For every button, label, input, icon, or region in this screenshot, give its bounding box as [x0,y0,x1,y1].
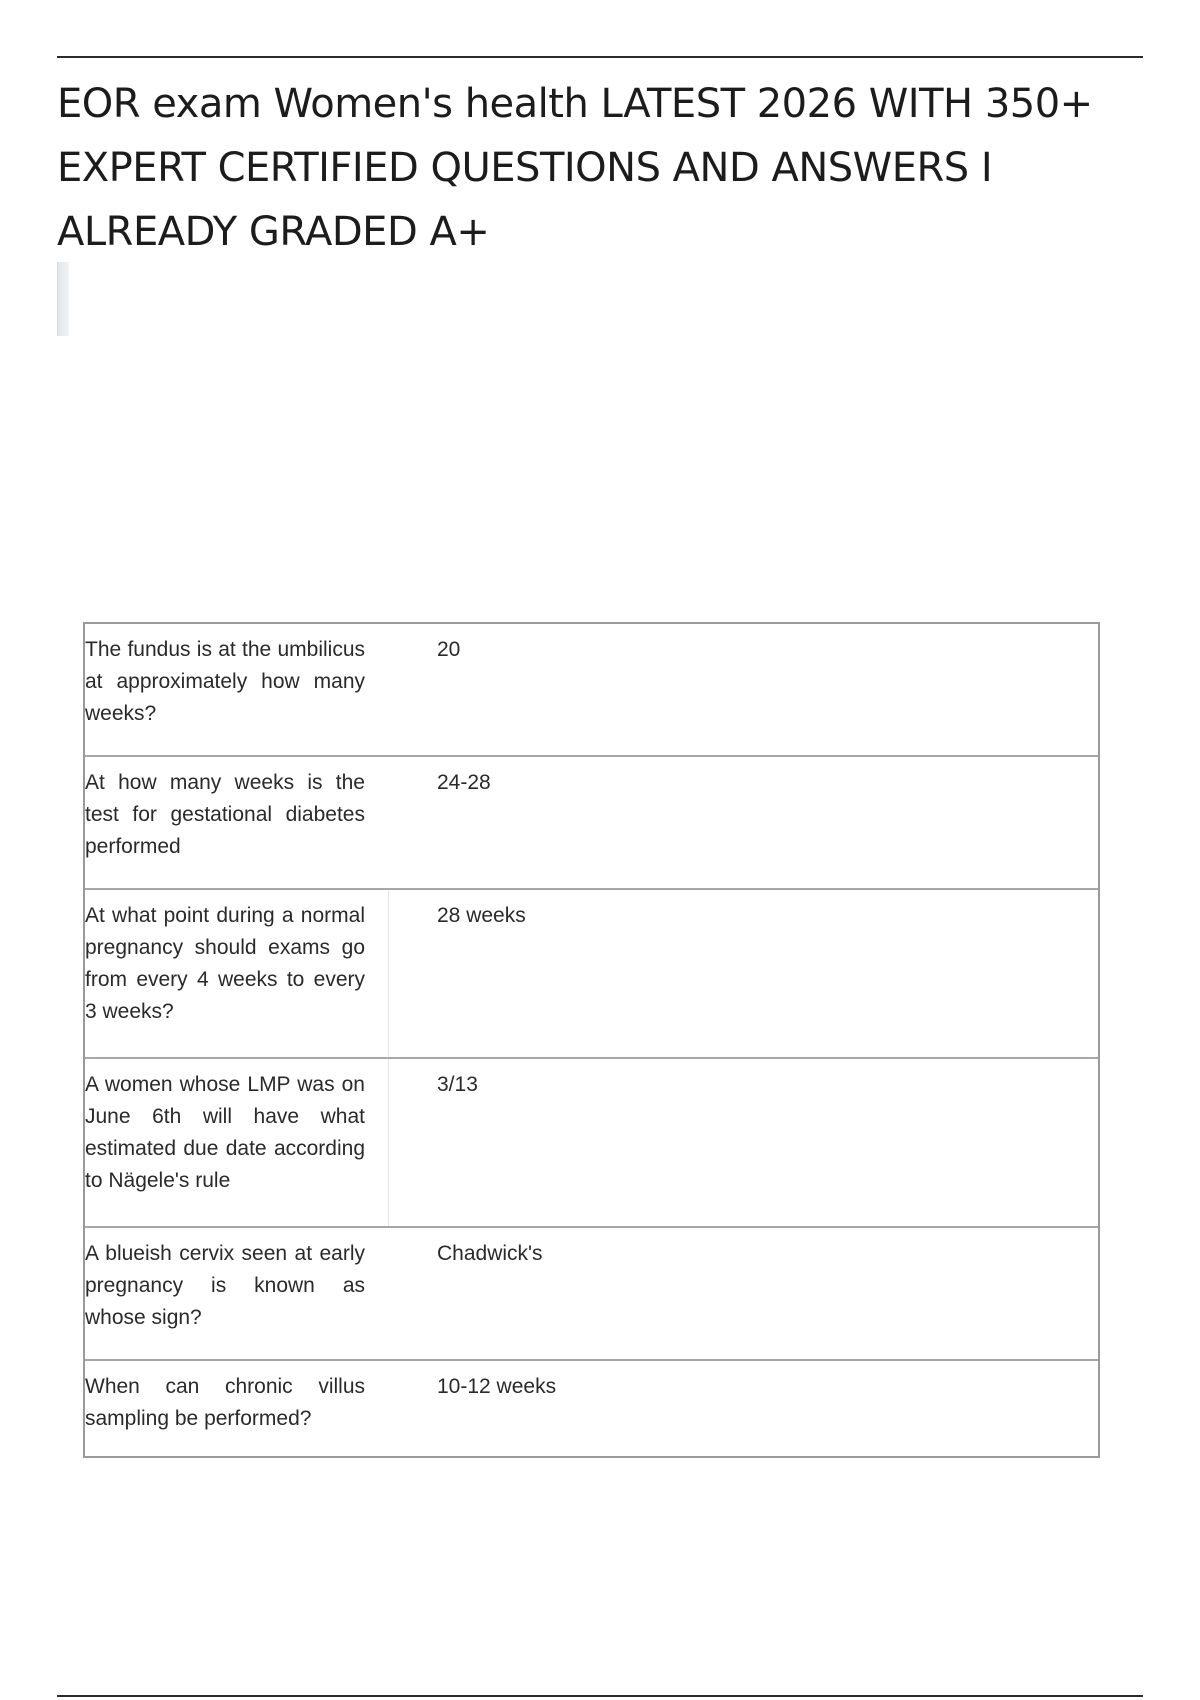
answer-cell: 10-12 weeks [437,1375,557,1398]
answer-cell: 20 [437,638,461,661]
column-divider [388,1059,389,1226]
answer-cell: 28 weeks [437,904,526,927]
document-title: EOR exam Women's health LATEST 2026 WITH 350+ EXPERT CERTIFIED QUESTIONS AND ANSWERS I ALREADY GRADED A+ [57,81,1093,255]
table-row [85,890,1098,1059]
question-cell: At what point during a normal pregnancy should exams go from every 4 weeks to every 3 weeks? [85,904,365,1023]
table-row [85,757,1098,890]
answer-cell: 24-28 [437,771,491,794]
table-row [85,1361,1098,1456]
table-row [85,624,1098,757]
top-rule [57,56,1143,58]
question-cell: A women whose LMP was on June 6th will have what estimated due date according to Nägele's rule [85,1073,365,1192]
embedded-image-thumbnail [57,262,69,336]
question-cell: The fundus is at the umbilicus at approximately how many weeks? [85,638,365,725]
question-cell: A blueish cervix seen at early pregnancy is known as whose sign? [85,1242,365,1329]
answer-cell: 3/13 [437,1073,478,1096]
bottom-rule [57,1695,1143,1697]
table-row [85,1059,1098,1228]
question-cell: At how many weeks is the test for gestational diabetes performed [85,771,365,858]
question-cell: When can chronic villus sampling be performed? [85,1375,365,1430]
column-divider [388,890,389,1057]
table-row [85,1228,1098,1361]
qa-table [83,622,1100,1458]
answer-cell: Chadwick's [437,1242,543,1265]
